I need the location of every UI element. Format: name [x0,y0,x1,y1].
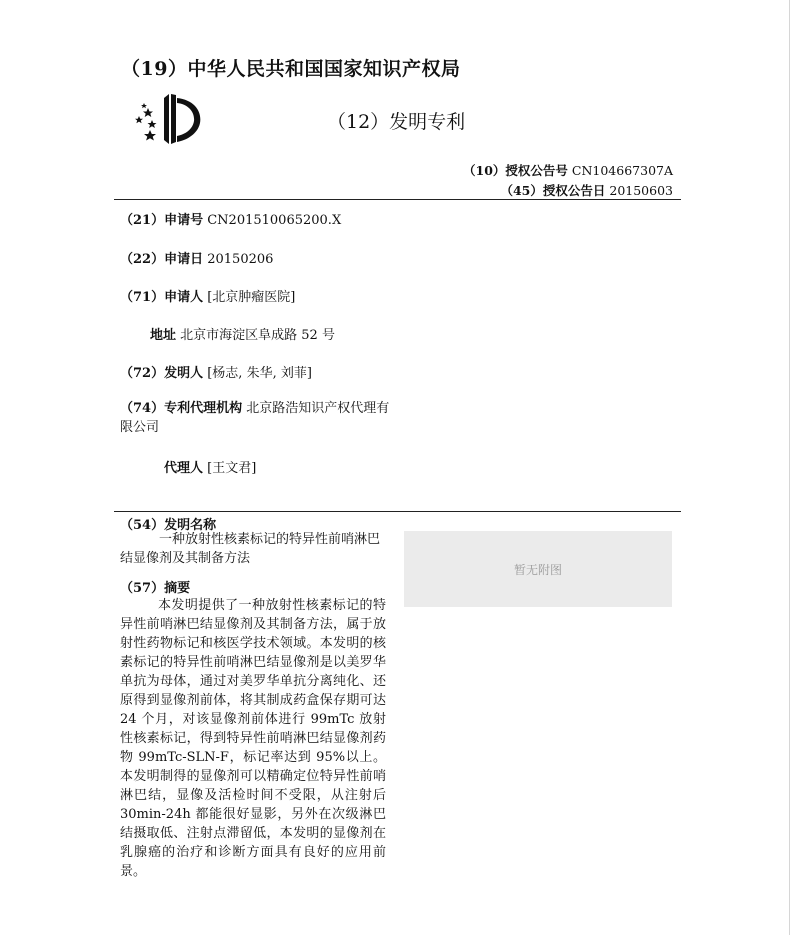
address-label: 地址 [150,328,177,343]
figure-placeholder-text: 暂无附图 [513,562,562,577]
application-number-field [120,209,341,228]
application-number: CN201510065200.X [207,213,342,228]
publication-number-line [463,161,673,179]
agency: 北京路浩知识产权代理有限公司 [120,401,390,435]
application-number-label: （21）申请号 [120,213,204,228]
address-field [150,324,335,343]
applicant-label: （71）申请人 [120,290,204,305]
publication-number-label: （10）授权公告号 [463,163,568,178]
agent-field [164,457,256,476]
filing-date-label: （22）申请日 [120,252,204,267]
inventors: [杨志, 朱华, 刘菲] [207,366,312,381]
abstract-text: 本发明提供了一种放射性核素标记的特异性前哨淋巴结显像剂及其制备方法，属于放射性药物标记和核医学技术领域。本发明的核素标记的特异性前哨淋巴结显像剂是以美罗华单抗为母体，通过对美罗华单抗分离纯化、还原得到显像剂前体，将其制成药盒保存期可达 24 个月，对该显像剂前体进行 99mTc 放射性核素标记，得到特异性前哨淋巴结显像剂药物 99mTc-SLN-F，标记率达到 95%以上。本发明制得的显像剂可以精确定位特异性前哨淋巴结，显像及活检时间不受限，从注射后 30min-24h 都能很好显影，另外在次级淋巴结摄取低、注射点滞留低，本发明的显像剂在乳腺癌的治疗和诊断方面具有良好的应用前景。 [120,598,386,879]
agent: [王文君] [207,461,257,476]
figure-placeholder [404,531,672,607]
cnipa-logo-icon [130,90,210,146]
publication-date-label: （45）授权公告日 [500,183,606,198]
inventors-field [120,362,312,381]
filing-date: 20150206 [207,252,274,267]
agency-label: （74）专利代理机构 [120,401,243,416]
invention-title-label: （54）发明名称 [120,518,217,533]
abstract-label: （57）摘要 [120,581,191,596]
applicant-field [120,286,295,305]
applicant: [北京肿瘤医院] [207,290,296,305]
section-divider [114,511,681,512]
patent-office-title: （19）中华人民共和国国家知识产权局 [121,58,461,80]
publication-date: 20150603 [609,183,673,198]
agency-field [120,399,390,437]
page-edge [789,0,790,935]
inventors-label: （72）发明人 [120,366,204,381]
agent-label: 代理人 [164,461,204,476]
address: 北京市海淀区阜成路 52 号 [180,328,335,343]
filing-date-field [120,248,273,267]
document-type: （12）发明专利 [327,111,466,133]
publication-number: CN104667307A [571,163,673,178]
publication-date-line [500,181,673,199]
header-divider [114,199,681,200]
invention-title: 一种放射性核素标记的特异性前哨淋巴结显像剂及其制备方法 [120,532,381,566]
